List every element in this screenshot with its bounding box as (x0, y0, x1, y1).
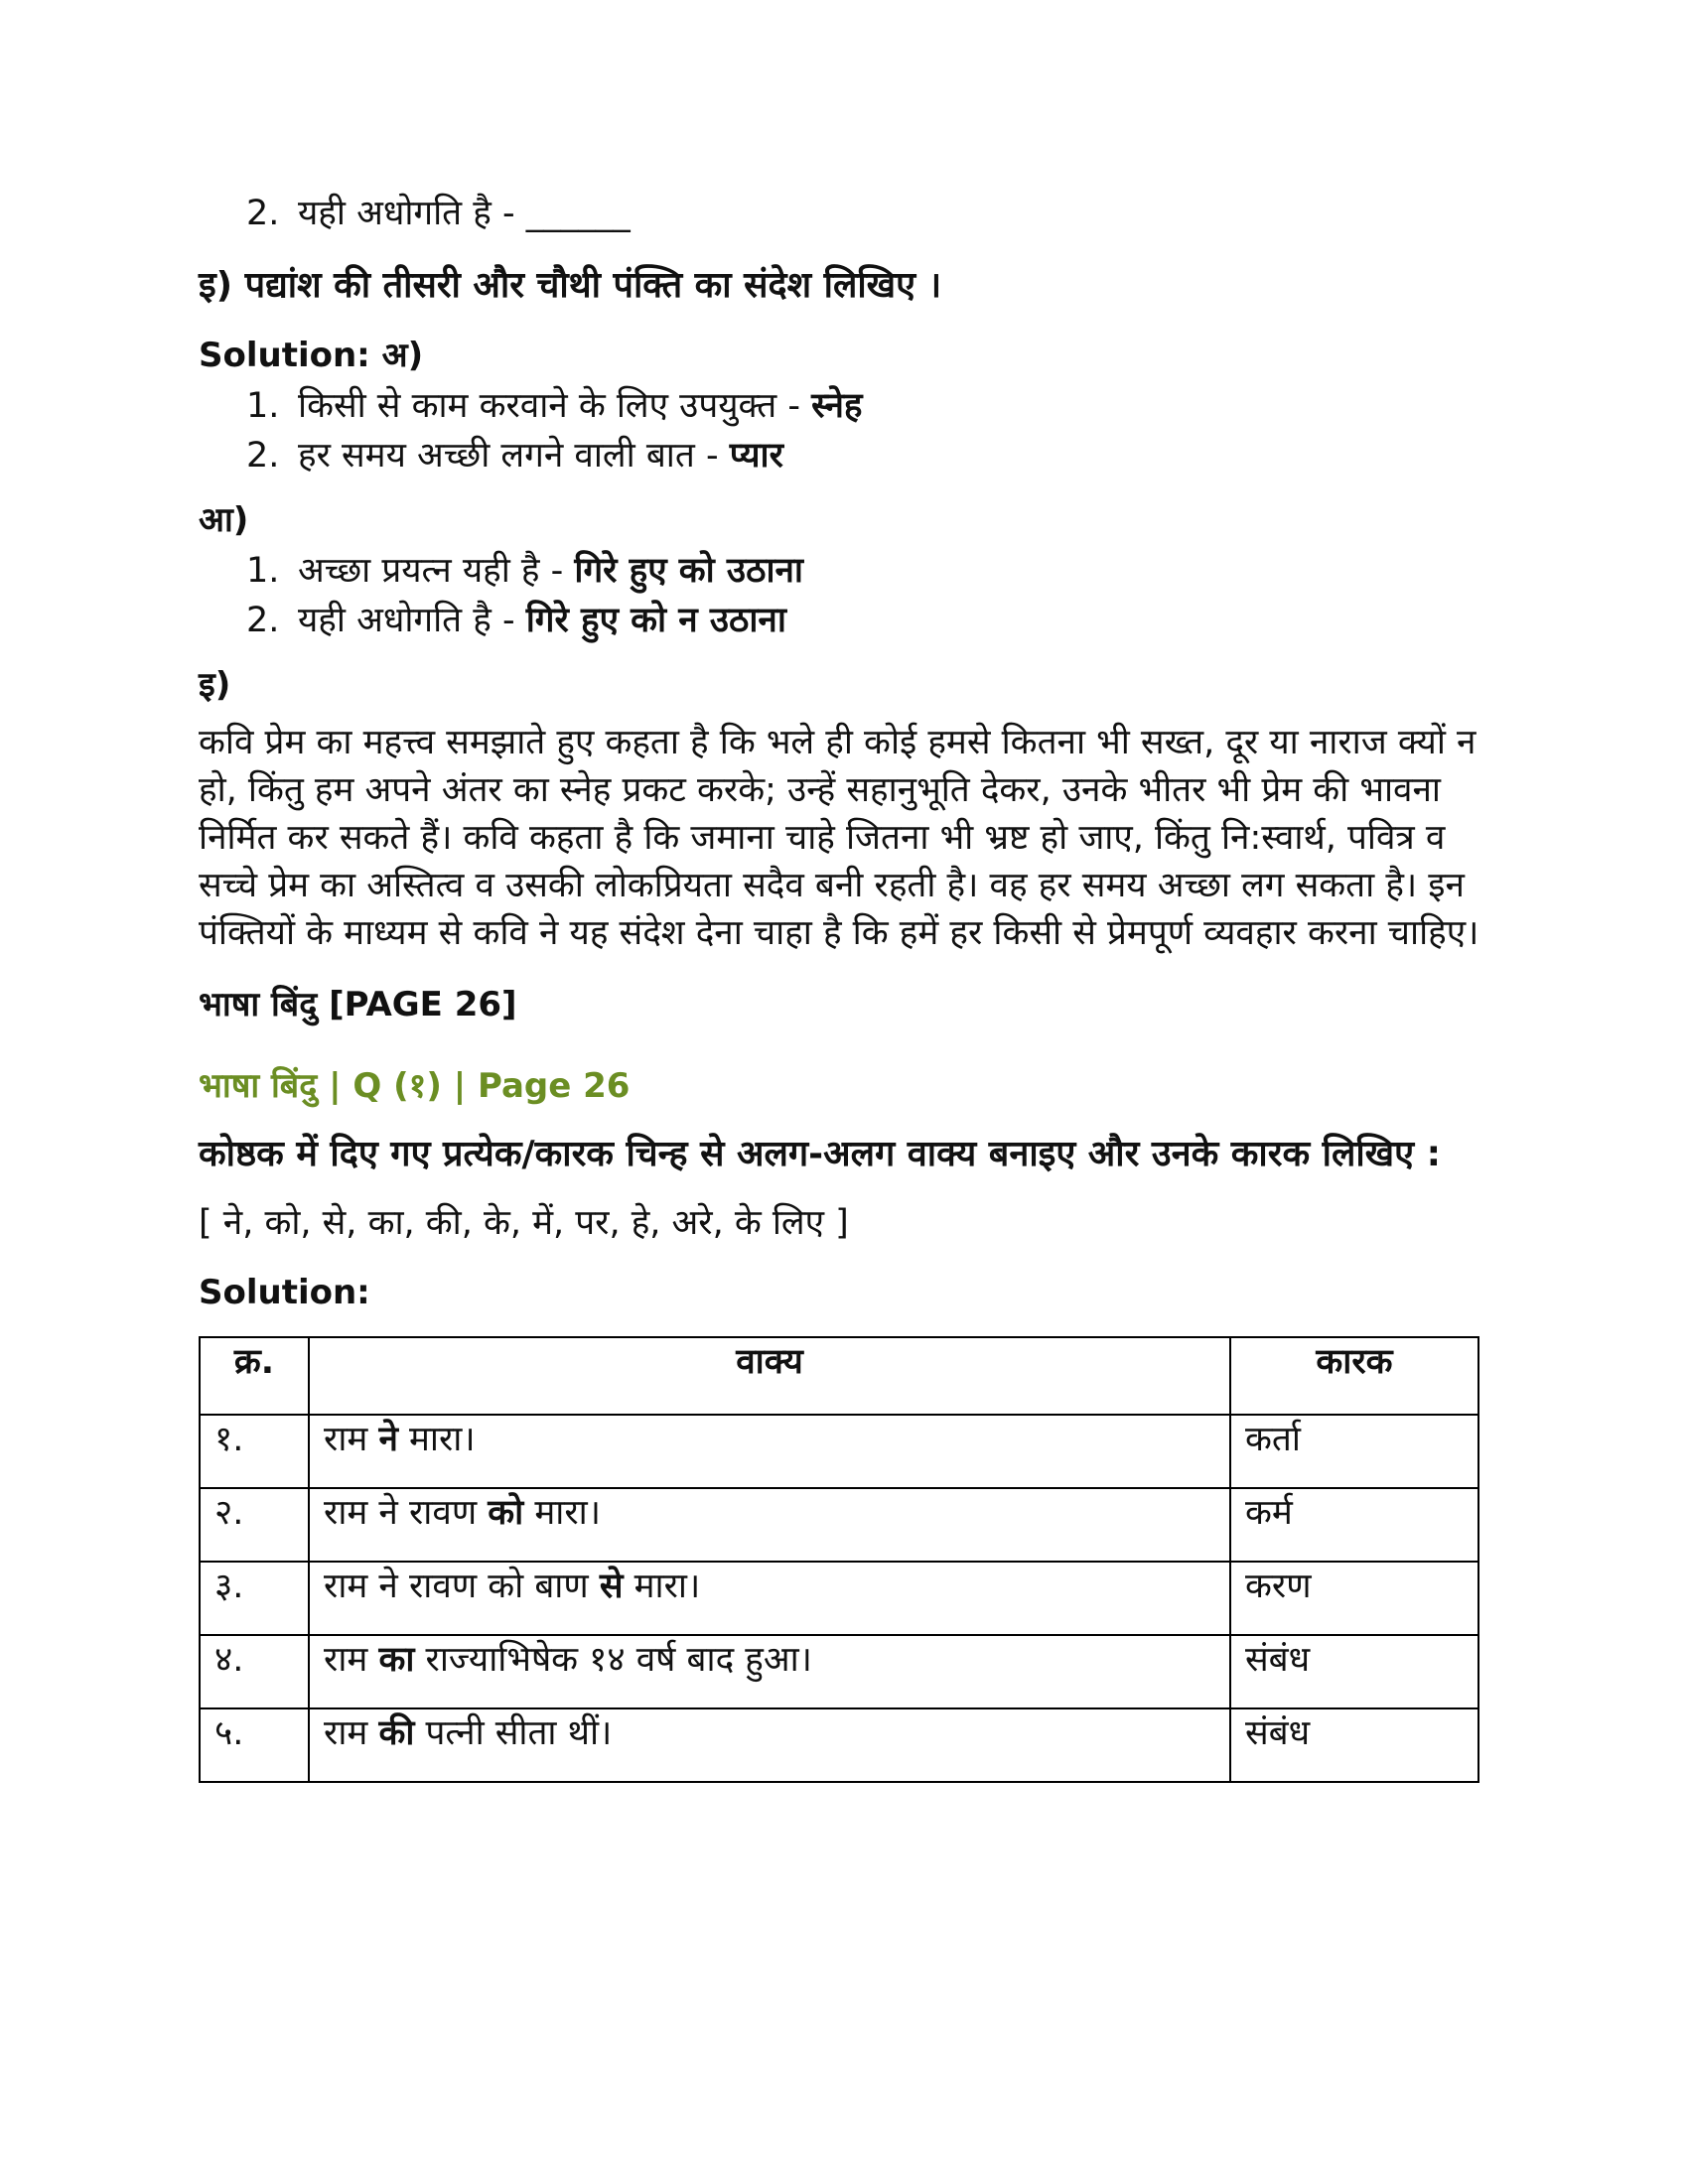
sentence-part: राम (324, 1420, 379, 1459)
cell-sentence (309, 1415, 1230, 1488)
cell-serial: ३. (200, 1562, 309, 1635)
sentence-part: राज्याभिषेक १४ वर्ष बाद हुआ। (414, 1640, 812, 1680)
list-text: यही अधोगति है - ______ (298, 194, 631, 233)
section-heading: भाषा बिंदु [PAGE 26] (199, 985, 517, 1024)
sentence-marker: को (488, 1493, 524, 1533)
cell-sentence (309, 1488, 1230, 1562)
cell-karak: कर्म (1230, 1488, 1478, 1562)
answer-text: प्यार (729, 436, 783, 476)
label-aa: आ) (199, 500, 249, 540)
cell-serial: १. (200, 1415, 309, 1488)
sentence-part: मारा। (523, 1493, 601, 1533)
list-text: किसी से काम करवाने के लिए उपयुक्त - (298, 386, 812, 426)
sentence-part: मारा। (397, 1420, 476, 1459)
answer-paragraph: कवि प्रेम का महत्त्व समझाते हुए कहता है कि भले ही कोई हमसे कितना भी सख्त, दूर या नाराज क्यों न हो, किंतु हम अपने अंतर का स्नेह प्रकट करके; उन्हें सहानुभूति देकर, उनके भीतर भी प्रेम की भावना निर्मित कर सकते हैं। कवि कहता है कि जमाना चाहे जितना भी भ्रष्ट हो जाए, किंतु नि:स्वार्थ, पवित्र व सच्चे प्रेम का अस्तित्व व उसकी लोकप्रियता सदैव बनी रहती है। वह हर समय अच्छा लग सकता है। इन पंक्तियों के माध्यम से कवि ने यह संदेश देना चाहा है कि हमें हर किसी से प्रेमपूर्ण व्यवहार करना चाहिए। (199, 723, 1479, 953)
table-row (200, 1488, 1478, 1562)
list-number: 1. (246, 386, 280, 426)
cell-sentence (309, 1708, 1230, 1782)
header-serial: क्र. (200, 1337, 309, 1415)
table-row (200, 1708, 1478, 1782)
sentence-part: राम (324, 1640, 379, 1680)
cell-karak: संबंध (1230, 1708, 1478, 1782)
question-heading: भाषा बिंदु | Q (१) | Page 26 (199, 1066, 631, 1106)
cell-karak: करण (1230, 1562, 1478, 1635)
cell-serial: २. (200, 1488, 309, 1562)
list-number: 2. (246, 601, 280, 640)
table-header-row (200, 1337, 1478, 1415)
list-item (199, 381, 1479, 431)
list-item (199, 189, 1479, 238)
solution-label-2: Solution: (199, 1273, 370, 1312)
list-item (199, 431, 1479, 480)
solution-label: Solution: अ) (199, 336, 424, 375)
cell-karak: कर्ता (1230, 1415, 1478, 1488)
table-row (200, 1562, 1478, 1635)
sentence-marker: से (599, 1567, 624, 1606)
list-number: 1. (246, 551, 280, 591)
list-item (199, 546, 1479, 596)
cell-serial: ४. (200, 1635, 309, 1708)
answer-text: गिरे हुए को उठाना (574, 551, 804, 591)
table-row (200, 1635, 1478, 1708)
sentence-part: पत्नी सीता थीं। (414, 1713, 613, 1753)
header-karak: कारक (1230, 1337, 1478, 1415)
karak-table (199, 1336, 1479, 1783)
list-number: 2. (246, 194, 280, 233)
list-text: यही अधोगति है - (298, 601, 526, 640)
header-sentence: वाक्य (309, 1337, 1230, 1415)
question-e: इ) पद्यांश की तीसरी और चौथी पंक्ति का संदेश लिखिए । (199, 265, 942, 306)
top-list (199, 189, 1479, 238)
table-row (200, 1415, 1478, 1488)
solution-aa-list (199, 546, 1479, 645)
sentence-marker: ने (378, 1420, 398, 1459)
sentence-part: राम ने रावण को बाण (324, 1567, 600, 1606)
question-text: कोष्ठक में दिए गए प्रत्येक/कारक चिन्ह से अलग-अलग वाक्य बनाइए और उनके कारक लिखिए : (199, 1134, 1441, 1174)
sentence-marker: का (378, 1640, 415, 1680)
list-text: अच्छा प्रयत्न यही है - (298, 551, 575, 591)
answer-text: स्नेह (811, 386, 863, 426)
label-e: इ) (199, 665, 231, 705)
cell-karak: संबंध (1230, 1635, 1478, 1708)
sentence-part: राम ने रावण (324, 1493, 489, 1533)
marker-list: [ ने, को, से, का, की, के, में, पर, हे, अरे, के लिए ] (199, 1203, 849, 1243)
list-number: 2. (246, 436, 280, 476)
cell-serial: ५. (200, 1708, 309, 1782)
cell-sentence (309, 1635, 1230, 1708)
list-item (199, 596, 1479, 645)
document-page (199, 189, 1479, 1783)
cell-sentence (309, 1562, 1230, 1635)
sentence-part: राम (324, 1713, 379, 1753)
sentence-part: मारा। (623, 1567, 701, 1606)
list-text: हर समय अच्छी लगने वाली बात - (298, 436, 730, 476)
solution-a-list (199, 381, 1479, 480)
answer-text: गिरे हुए को न उठाना (525, 601, 786, 640)
sentence-marker: की (378, 1713, 415, 1753)
